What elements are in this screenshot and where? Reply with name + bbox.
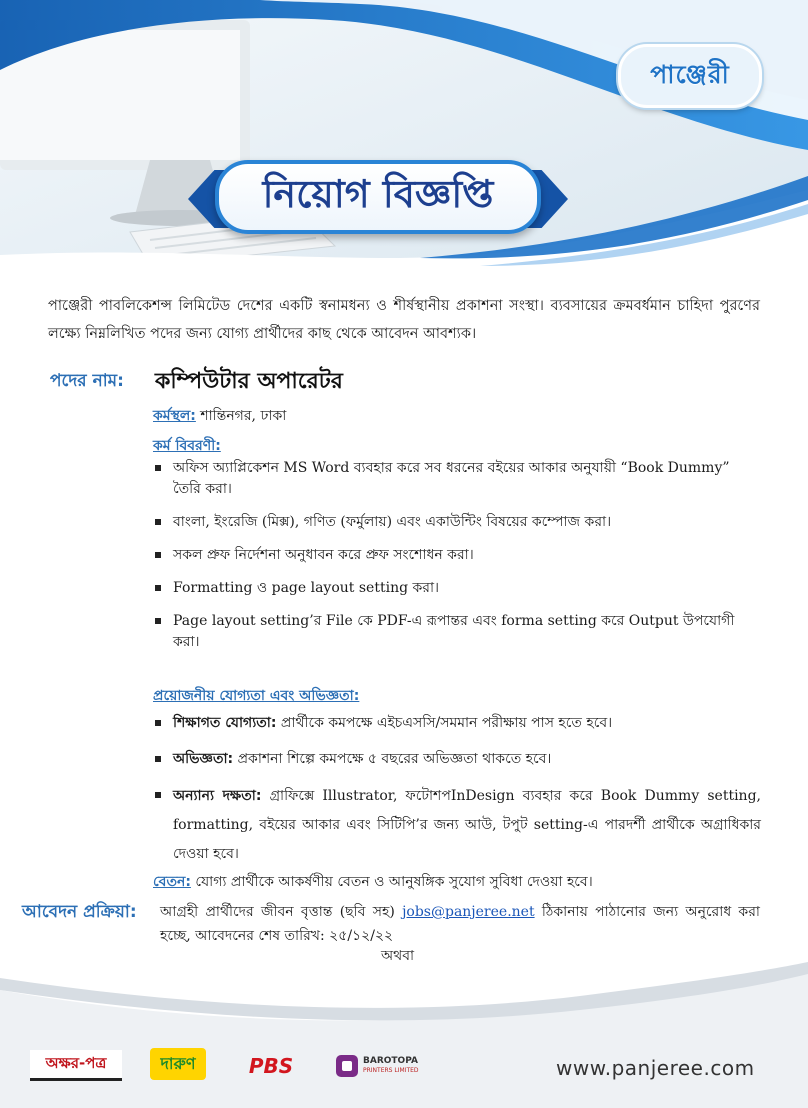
salary [153,870,593,894]
barotopa-sub: PRINTERS LIMITED [363,1067,419,1074]
post-title: কম্পিউটার অপারেটর [155,369,343,394]
qualifications-heading: প্রয়োজনীয় যোগ্যতা এবং অভিজ্ঞতা: [153,688,360,704]
application-text-after: ঠিকানায় পাঠানোর জন্য অনুরোধ করা হচ্ছে, আবেদনের শেষ তারিখ: ২৫/১২/২২ [160,904,760,944]
list-item: Formatting ও page layout setting করা। [153,578,761,599]
salary-label: বেতন: [153,874,191,890]
qualifications-list [153,710,761,879]
list-item: অফিস অ্যাপ্লিকেশন MS Word ব্যবহার করে সব ধরনের বইয়ের আকার অনুযায়ী “Book Dummy” তৈরি করা। [153,458,761,500]
title-banner [188,160,568,234]
brand-logo: পাঞ্জেরী [618,44,762,108]
list-item: বাংলা, ইংরেজি (মিক্স), গণিত (ফর্মুলায়) এবং একাউন্টিং বিষয়ের কম্পোজ করা। [153,512,761,533]
list-item [153,782,761,869]
application-email-link[interactable]: jobs@panjeree.net [402,904,535,920]
list-item: সকল প্রুফ নির্দেশনা অনুধাবন করে প্রুফ সংশোধন করা। [153,545,761,566]
website-url[interactable]: www.panjeree.com [556,1056,755,1080]
workplace [153,404,286,428]
or-text: অথবা [381,948,415,964]
job-description-heading: কর্ম বিবরণী: [153,438,221,454]
job-description-list [153,458,761,665]
intro-paragraph: পাঞ্জেরী পাবলিকেশন্স লিমিটেড দেশের একটি স্বনামধন্য ও শীর্ষস্থানীয় প্রকাশনা সংস্থা। ব্যবসায়ের ক্রমবর্ধমান চাহিদা পুরণের লক্ষ্যে নিম্নলিখিত পদের জন্য যোগ্য প্রার্থীদের কাছ থেকে আবেদন আবশ্যক। [48,298,760,342]
education-text: প্রার্থীকে কমপক্ষে এইচএসসি/সমমান পরীক্ষায় পাস হতে হবে। [280,715,613,731]
footer-wave [0,960,808,1108]
list-item: Page layout setting’র File কে PDF-এ রূপান্তর এবং forma setting করে Output উপযোগী করা। [153,611,761,653]
page-title: নিয়োগ বিজ্ঞপ্তি [215,160,541,234]
hero-header [0,0,808,290]
application-text-before: আগ্রহী প্রার্থীদের জীবন বৃত্তান্ত (ছবি সহ) [160,904,403,920]
salary-text: যোগ্য প্রার্থীকে আকর্ষণীয় বেতন ও আনুষঙ্গিক সুযোগ সুবিধা দেওয়া হবে। [195,874,593,890]
skills-label: অন্যান্য দক্ষতা: [173,788,262,804]
darun-logo: দারুণ [150,1048,206,1080]
skills-text: গ্রাফিক্সে Illustrator, ফটোশপInDesign ব্যবহার করে Book Dummy setting, formatting, বইয়ের আকার এবং সিটিপি’র জন্য আউ, টপুট setting-এ পারদর্শী প্রার্থীকে অগ্রাধিকার দেওয়া হবে। [173,788,761,862]
application-label: আবেদন প্রক্রিয়া: [22,902,137,922]
barotopa-name: BAROTOPA [363,1056,418,1066]
list-item [153,710,761,736]
barotopa-logo [336,1052,440,1080]
pbs-logo: PBS [248,1054,294,1078]
akkhorpotro-logo: অক্ষর-পত্র [30,1050,122,1081]
experience-label: অভিজ্ঞতা: [173,751,234,767]
workplace-value: শান্তিনগর, ঢাকা [200,408,287,424]
footer-background [0,960,808,1108]
barotopa-mark-icon [336,1055,358,1077]
barotopa-text [363,1056,419,1076]
workplace-label: কর্মস্থল: [153,408,196,424]
experience-text: প্রকাশনা শিল্পে কমপক্ষে ৫ বছরের অভিজ্ঞতা থাকতে হবে। [237,751,552,767]
education-label: শিক্ষাগত যোগ্যতা: [173,715,277,731]
application-text [160,900,760,948]
post-label: পদের নাম: [50,371,124,391]
list-item [153,746,761,772]
